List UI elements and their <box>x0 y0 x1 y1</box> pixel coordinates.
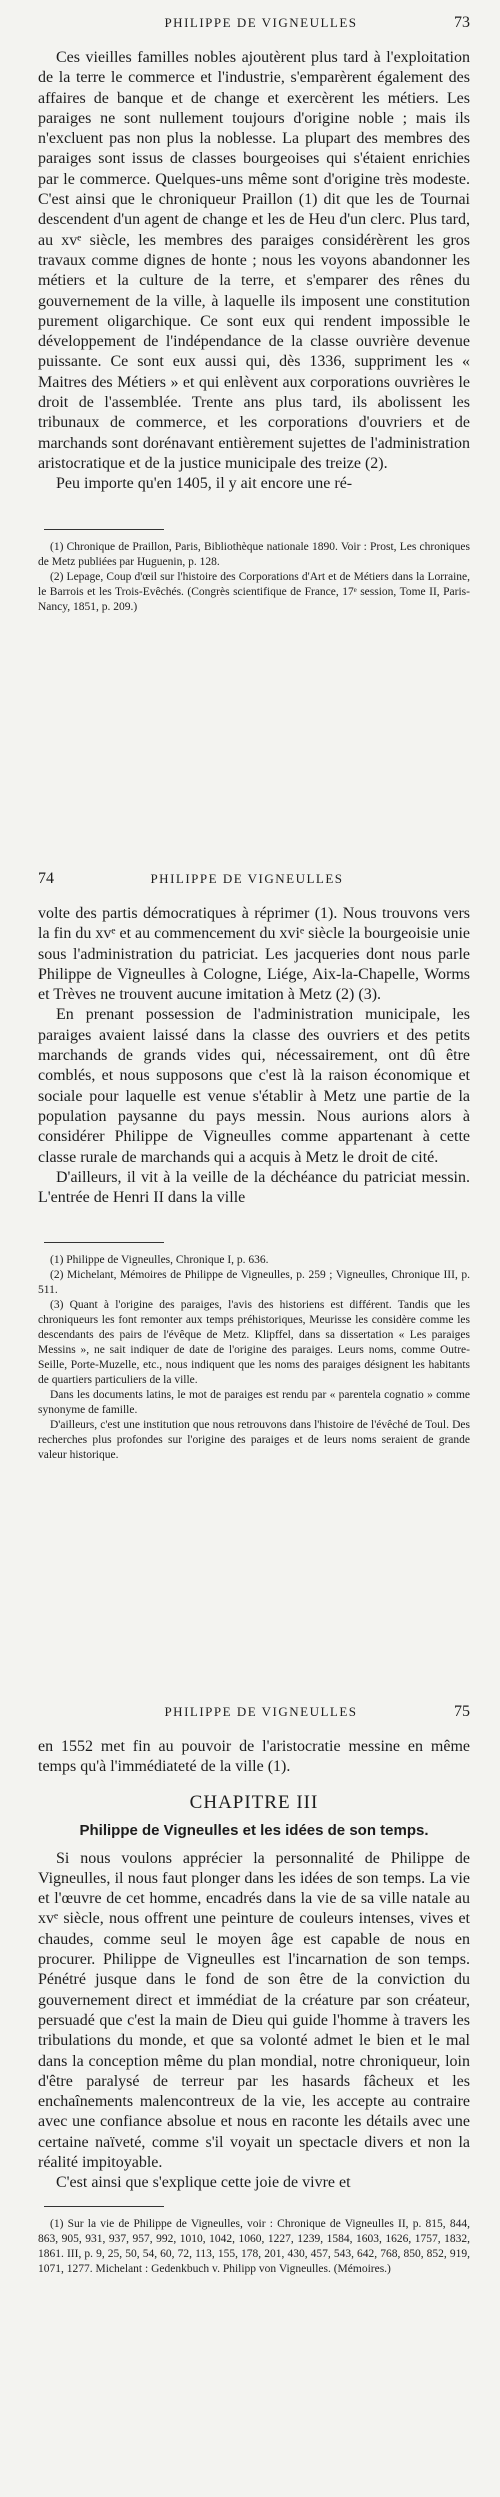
body-text <box>38 1737 470 2194</box>
footnote: Dans les documents latins, le mot de paraiges est rendu par « parentela cognatio » comme synonyme de famille. <box>38 1389 470 1417</box>
footnote-rule <box>44 1242 164 1243</box>
running-head <box>38 1703 470 1721</box>
paragraph: En prenant possession de l'administration municipale, les paraiges avaient laissé dans la classe des ouvriers et des petits marchands de grands vides qui, nécessairement, ont dû être comblés, et nous supposons que c'est là la raison économique et sociale pour laquelle est venue s'établir à Metz une partie de la population paysanne du pays messin. Nous aurions alors à considérer Philippe de Vigneulles comme appartenant à cette classe rurale de marchands qui a acquis à Metz le droit de cité. <box>38 1006 470 1166</box>
footnotes <box>38 1253 470 1463</box>
paragraph: volte des partis démocratiques à réprimer (1). Nous trouvons vers la fin du xvᵉ et au commencement du xviᵉ siècle la bourgeoisie unie sous l'administration du patriciat. Les jacqueries dont nous parle Philippe de Vigneulles à Cologne, Liége, Aix-la-Chapelle, Worms et Trèves ne trouvent aucune imitation à Metz (2) (3). <box>38 905 470 1004</box>
footnote-rule <box>44 2206 164 2207</box>
paragraph: Ces vieilles familles nobles ajoutèrent plus tard à l'exploitation de la terre le commerce et l'industrie, s'emparèrent également des affaires de banque et de change et exercèrent les métiers. Les paraiges ne sont nullement toujours d'origine noble ; mais ils n'excluent pas non plus la noblesse. La plupart des membres des paraiges sont issus de classes bourgeoises qui s'étaient enrichies par le commerce. Quelques-uns même sont d'origine très modeste. C'est ainsi que le chroniqueur Praillon (1) dit que les de Tournai descendent d'un agent de change et les de Heu d'un clerc. Plus tard, au xvᵉ siècle, les membres des paraiges considérèrent les gros travaux comme dignes de honte ; nous les voyons abandonner les métiers et la culture de la terre, et s'emparer des rênes du gouvernement de la ville, à laquelle ils imposent une constitution purement oligarchique. Ce sont eux qui rendent impossible le développement de l'indépendance de la classe ouvrière devenue puissante. Ce sont eux aussi qui, dès 1336, suppriment les « Maitres des Métiers » et qui enlèvent aux corporations ouvrières le droit de l'assemblée. Trente ans plus tard, ils abolissent les tribunaux de commerce, et les corporations d'ouvriers et de marchands sont dorénavant entièrement sujettes de l'administration aristocratique et de la justice municipale des treize (2). <box>38 49 470 472</box>
body-text <box>38 48 470 495</box>
running-head <box>38 870 470 888</box>
footnote: D'ailleurs, c'est une institution que nous retrouvons dans l'histoire de l'évêché de Toul. Des recherches plus profondes sur l'origine des paraiges et de leurs noms seraient de grande valeur historique. <box>38 1419 470 1462</box>
footnote: (1) Philippe de Vigneulles, Chronique I, p. 636. <box>50 1254 269 1267</box>
body-text <box>38 904 470 1208</box>
page-75 <box>0 1665 500 2497</box>
paragraph: C'est ainsi que s'explique cette joie de vivre et <box>56 2174 351 2192</box>
footnotes <box>38 540 470 615</box>
footnote: (2) Lepage, Coup d'œil sur l'histoire des Corporations d'Art et de Métiers dans la Lorraine, le Barrois et les Trois-Evêchés. (Congrès scientifique de France, 17ᵉ session, Tome II, Paris-Nancy, 1851, p. 209.) <box>38 570 470 613</box>
header-title: PHILIPPE DE VIGNEULLES <box>164 1704 358 1719</box>
footnote: (3) Quant à l'origine des paraiges, l'avis des historiens est différent. Tandis que les chroniqueurs les font remonter aux temps préhistoriques, Meurisse les considère comme les descendants des pairs de l'évêque de Metz. Klipffel, dans sa dissertation « Les paraiges Messins », ne sait indiquer de date de l'origine des paraiges. Leurs noms, comme Outre-Seille, Porte-Muzelle, etc., nous indiquent que les noms des paraiges désignent les habitants de quartiers particuliers de la ville. <box>38 1299 470 1387</box>
paragraph: Peu importe qu'en 1405, il y ait encore une ré- <box>56 475 353 493</box>
page-73 <box>0 0 500 830</box>
footnote: (2) Michelant, Mémoires de Philippe de Vigneulles, p. 259 ; Vigneulles, Chronique III, p. 511. <box>38 1269 470 1297</box>
footnote: (1) Chronique de Praillon, Paris, Bibliothèque nationale 1890. Voir : Prost, Les chroniques de Metz publiées par Huguenin, p. 128. <box>38 540 470 568</box>
paragraph: Si nous voulons apprécier la personnalité de Philippe de Vigneulles, il nous faut plonger dans les idées de son temps. La vie et l'œuvre de cet homme, encadrés dans la vie de sa ville natale au xvᵉ siècle, nous offrent une peinture de couleurs intenses, vives et chaudes, comme seul le moyen âge est capable de nous en procurer. Philippe de Vigneulles est l'incarnation de son temps. Pénétré jusque dans le fond de son être de la conviction du gouvernement direct et immédiat de la créature par son créateur, persuadé que c'est la main de Dieu qui guide l'homme à travers les tribulations du monde, et que sa volonté admet le bien et le mal dans la conception même du plan mondial, notre chroniqueur, loin d'être paralysé de terreur par les hasards fâcheux et les enchaînements malencontreux de la vie, les accepte au contraire avec une confiance absolue et nous en raconte les détails avec une certaine naïveté, comme s'il voyait un spectacle divers et non la réalité impitoyable. <box>38 1849 470 2172</box>
header-title: PHILIPPE DE VIGNEULLES <box>150 871 344 886</box>
header-title: PHILIPPE DE VIGNEULLES <box>164 15 358 30</box>
chapter-subtitle: Philippe de Vigneulles et les idées de son temps. <box>79 1821 429 1839</box>
paragraph: D'ailleurs, il vit à la veille de la déchéance du patriciat messin. L'entrée de Henri II dans la ville <box>38 1168 470 1207</box>
running-head <box>38 14 470 32</box>
page-number: 73 <box>454 14 470 31</box>
page-number: 75 <box>454 1703 470 1720</box>
footnotes <box>38 2217 470 2277</box>
footnote-rule <box>44 529 164 530</box>
footnote: (1) Sur la vie de Philippe de Vigneulles, voir : Chronique de Vigneulles II, p. 815, 844, 863, 905, 931, 937, 957, 992, 1010, 1042, 1060, 1227, 1239, 1584, 1603, 1626, 1757, 1832, 1861. III, p. 9, 25, 50, 54, 60, 72, 113, 155, 178, 201, 430, 457, 543, 642, 768, 850, 852, 919, 1071, 1277. Michelant : Gedenkbuch v. Philipp von Vigneulles. (Mémoires.) <box>38 2217 470 2275</box>
paragraph: en 1552 met fin au pouvoir de l'aristocratie messine en même temps qu'à l'immédiateté de la ville (1). <box>38 1738 470 1776</box>
page-number: 74 <box>38 870 54 887</box>
page-74 <box>0 830 500 1665</box>
chapter-title: CHAPITRE III <box>189 1791 319 1813</box>
